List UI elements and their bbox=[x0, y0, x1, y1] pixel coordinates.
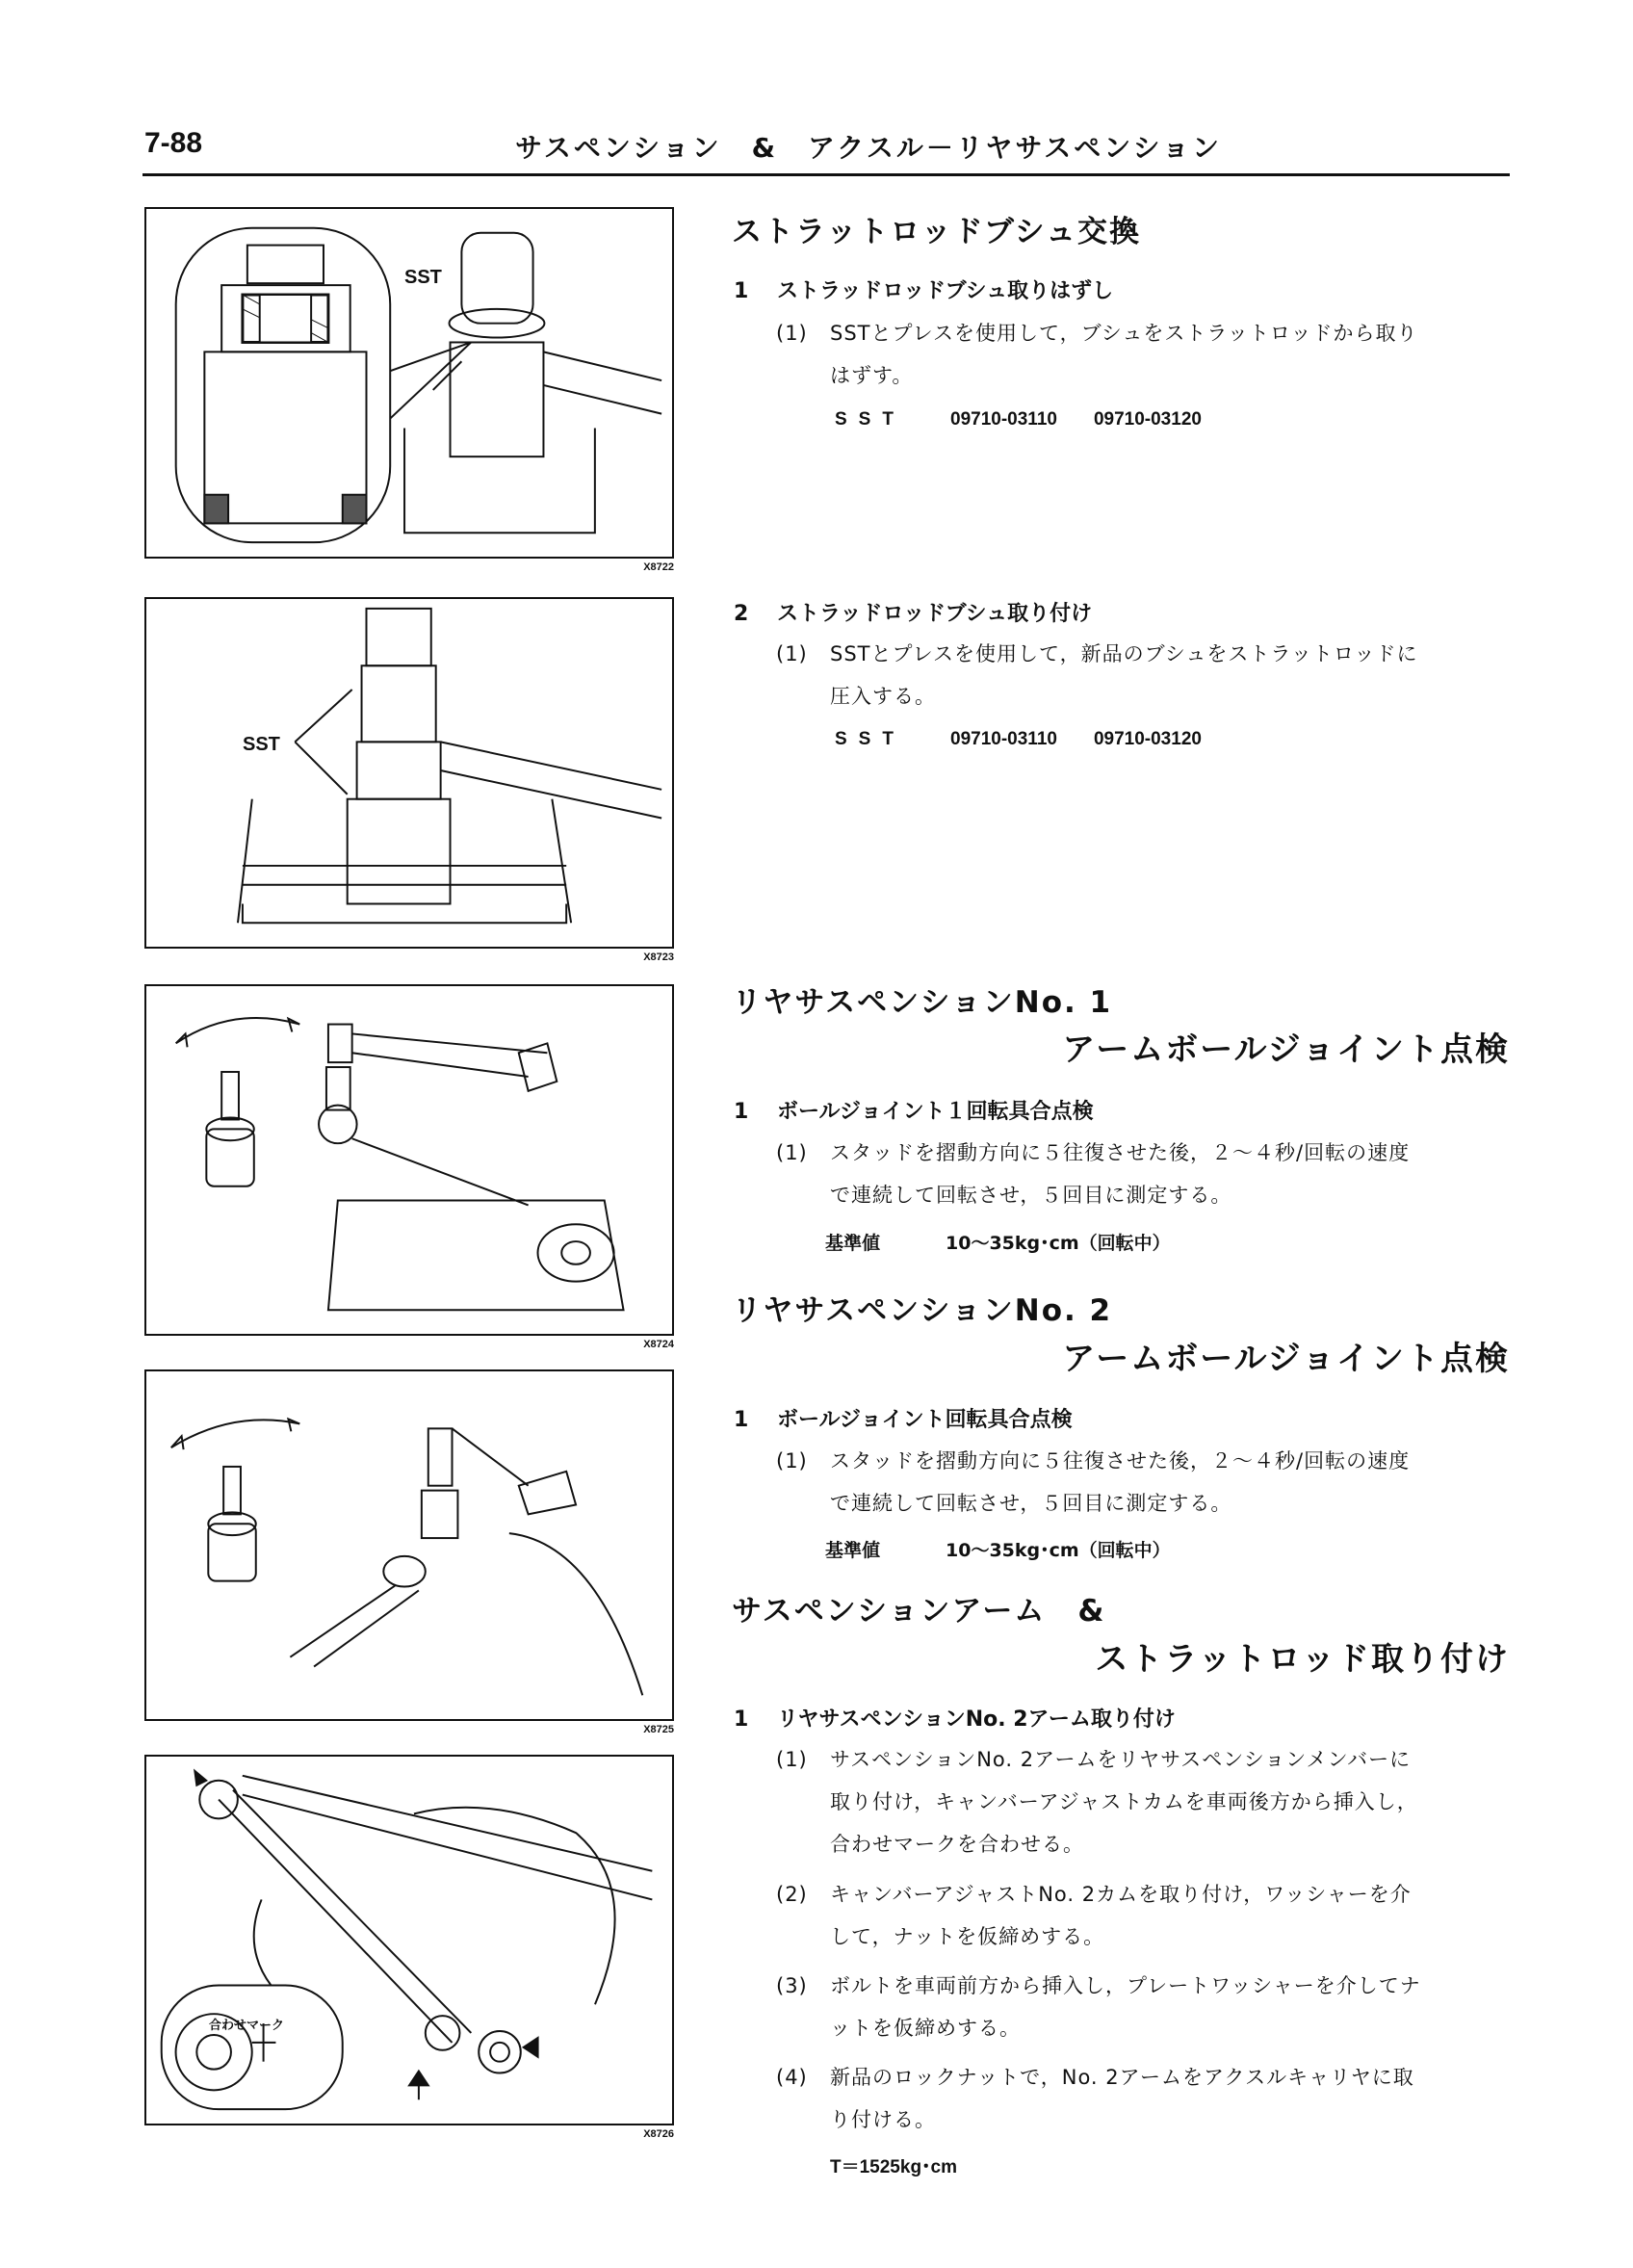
sst-number: 09710-03110 bbox=[950, 729, 1057, 749]
sst-number: 09710-03110 bbox=[950, 409, 1057, 430]
substep bbox=[776, 1965, 1571, 2049]
substep-line: 合わせマークを合わせる。 bbox=[830, 1833, 1084, 1856]
section-title: リヤサスペンションNo. 1 bbox=[732, 985, 1113, 1020]
figure-bushing-removal bbox=[144, 207, 674, 559]
chapter-title: サスペンション & アクスル－リヤサスペンション bbox=[515, 132, 1222, 164]
standard-number: 10～35kg･cm（回転中） bbox=[946, 1233, 1171, 1254]
figure-code: X8725 bbox=[643, 1724, 674, 1735]
sst-line bbox=[835, 729, 1238, 750]
step-heading bbox=[734, 597, 1092, 627]
substep-line: 圧入する。 bbox=[830, 685, 936, 708]
sst-line bbox=[835, 409, 1238, 430]
step-number: 1 bbox=[734, 1708, 749, 1732]
step-heading bbox=[734, 1403, 1073, 1433]
step-heading bbox=[734, 1703, 1176, 1733]
figure-label-alignment-mark: 合わせマーク bbox=[209, 2019, 285, 2033]
figure-label-sst: SST bbox=[404, 267, 442, 288]
substep-line: スタッドを摺動方向に５往復させた後，２～４秒/回転の速度 bbox=[830, 1449, 1411, 1473]
page-number: 7-88 bbox=[144, 127, 203, 159]
step-number: 1 bbox=[734, 279, 749, 303]
substep bbox=[776, 1132, 1571, 1216]
figure-ball-joint-no1 bbox=[144, 984, 674, 1336]
substep-line: SSTとプレスを使用して，ブシュをストラットロッドから取り bbox=[830, 322, 1418, 345]
substep-line: キャンバーアジャストNo. 2カムを取り付け，ワッシャーを介 bbox=[830, 1883, 1412, 1906]
substep-line: り付ける。 bbox=[830, 2108, 936, 2131]
substep-number: (3) bbox=[776, 1974, 808, 1997]
substep-line: ボルトを車両前方から挿入し，プレートワッシャーを介してナ bbox=[830, 1974, 1421, 1997]
substep-line: 取り付け，キャンバーアジャストカムを車両後方から挿入し， bbox=[830, 1790, 1418, 1813]
standard-label: 基準値 bbox=[825, 1233, 881, 1254]
step-heading bbox=[734, 274, 1113, 304]
substep-line: して，ナットを仮締めする。 bbox=[830, 1925, 1105, 1948]
section-title-line2: ストラットロッド取り付け bbox=[1095, 1640, 1510, 1679]
sst-number: 09710-03120 bbox=[1093, 729, 1202, 749]
step-heading bbox=[734, 1095, 1094, 1125]
substep-line: 新品のロックナットで，No. 2アームをアクスルキャリヤに取 bbox=[830, 2066, 1414, 2089]
sst-label: SST bbox=[835, 729, 905, 749]
sst-number: 09710-03120 bbox=[1093, 409, 1202, 430]
section-title: サスペンションアーム & bbox=[732, 1594, 1106, 1629]
figure-code: X8723 bbox=[643, 952, 674, 963]
step-title: ストラッドロッドブシュ取り付け bbox=[777, 602, 1093, 626]
substep-number: (1) bbox=[776, 1748, 808, 1771]
figure-code: X8722 bbox=[643, 561, 674, 573]
substep-line: ットを仮締めする。 bbox=[830, 2017, 1021, 2040]
section-title-line2: アームボールジョイント点検 bbox=[1062, 1030, 1510, 1069]
section-title: ストラットロッドブシュ交換 bbox=[732, 215, 1141, 249]
substep bbox=[776, 1873, 1571, 1958]
figure-code: X8726 bbox=[643, 2128, 674, 2140]
figure-ball-joint-no2 bbox=[144, 1369, 674, 1721]
substep-line: で連続して回転させ，５回目に測定する。 bbox=[830, 1184, 1232, 1207]
sst-label: SST bbox=[835, 409, 905, 430]
substep bbox=[776, 1440, 1571, 1525]
step-number: 1 bbox=[734, 1408, 749, 1432]
torque-value: T＝1525kg･cm bbox=[830, 2157, 958, 2177]
step-number: 2 bbox=[734, 602, 749, 626]
step-title: ストラッドロッドブシュ取りはずし bbox=[777, 279, 1114, 303]
standard-number: 10～35kg･cm（回転中） bbox=[946, 1540, 1171, 1561]
substep-line: で連続して回転させ，５回目に測定する。 bbox=[830, 1492, 1232, 1515]
section-title: リヤサスペンションNo. 2 bbox=[732, 1293, 1113, 1328]
substep bbox=[776, 2056, 1571, 2141]
figure-arm-install bbox=[144, 1755, 674, 2125]
substep-line: サスペンションNo. 2アームをリヤサスペンションメンバーに bbox=[830, 1748, 1412, 1771]
standard-value bbox=[825, 1536, 1171, 1562]
substep-line: はずす。 bbox=[830, 364, 914, 387]
step-title: ボールジョイント回転具合点検 bbox=[777, 1408, 1073, 1432]
figure-bushing-install bbox=[144, 597, 674, 949]
substep bbox=[776, 1738, 1571, 1865]
substep bbox=[776, 633, 1571, 717]
standard-label: 基準値 bbox=[825, 1540, 881, 1561]
substep-number: (1) bbox=[776, 322, 808, 345]
section-title-line2: アームボールジョイント点検 bbox=[1062, 1340, 1510, 1378]
step-title: ボールジョイント１回転具合点検 bbox=[777, 1100, 1094, 1124]
header-rule bbox=[143, 173, 1510, 176]
substep-number: (1) bbox=[776, 642, 808, 665]
standard-value bbox=[825, 1229, 1171, 1255]
substep-number: (1) bbox=[776, 1141, 808, 1164]
substep-line: スタッドを摺動方向に５往復させた後，２～４秒/回転の速度 bbox=[830, 1141, 1411, 1164]
step-number: 1 bbox=[734, 1100, 749, 1124]
figure-code: X8724 bbox=[643, 1339, 674, 1350]
substep-line: SSTとプレスを使用して，新品のブシュをストラットロッドに bbox=[830, 642, 1418, 665]
figure-label-sst: SST bbox=[243, 734, 280, 755]
substep-number: (4) bbox=[776, 2066, 808, 2089]
substep bbox=[776, 312, 1571, 397]
step-title: リヤサスペンションNo. 2アーム取り付け bbox=[777, 1708, 1176, 1732]
substep-number: (2) bbox=[776, 1883, 808, 1906]
substep-number: (1) bbox=[776, 1449, 808, 1473]
